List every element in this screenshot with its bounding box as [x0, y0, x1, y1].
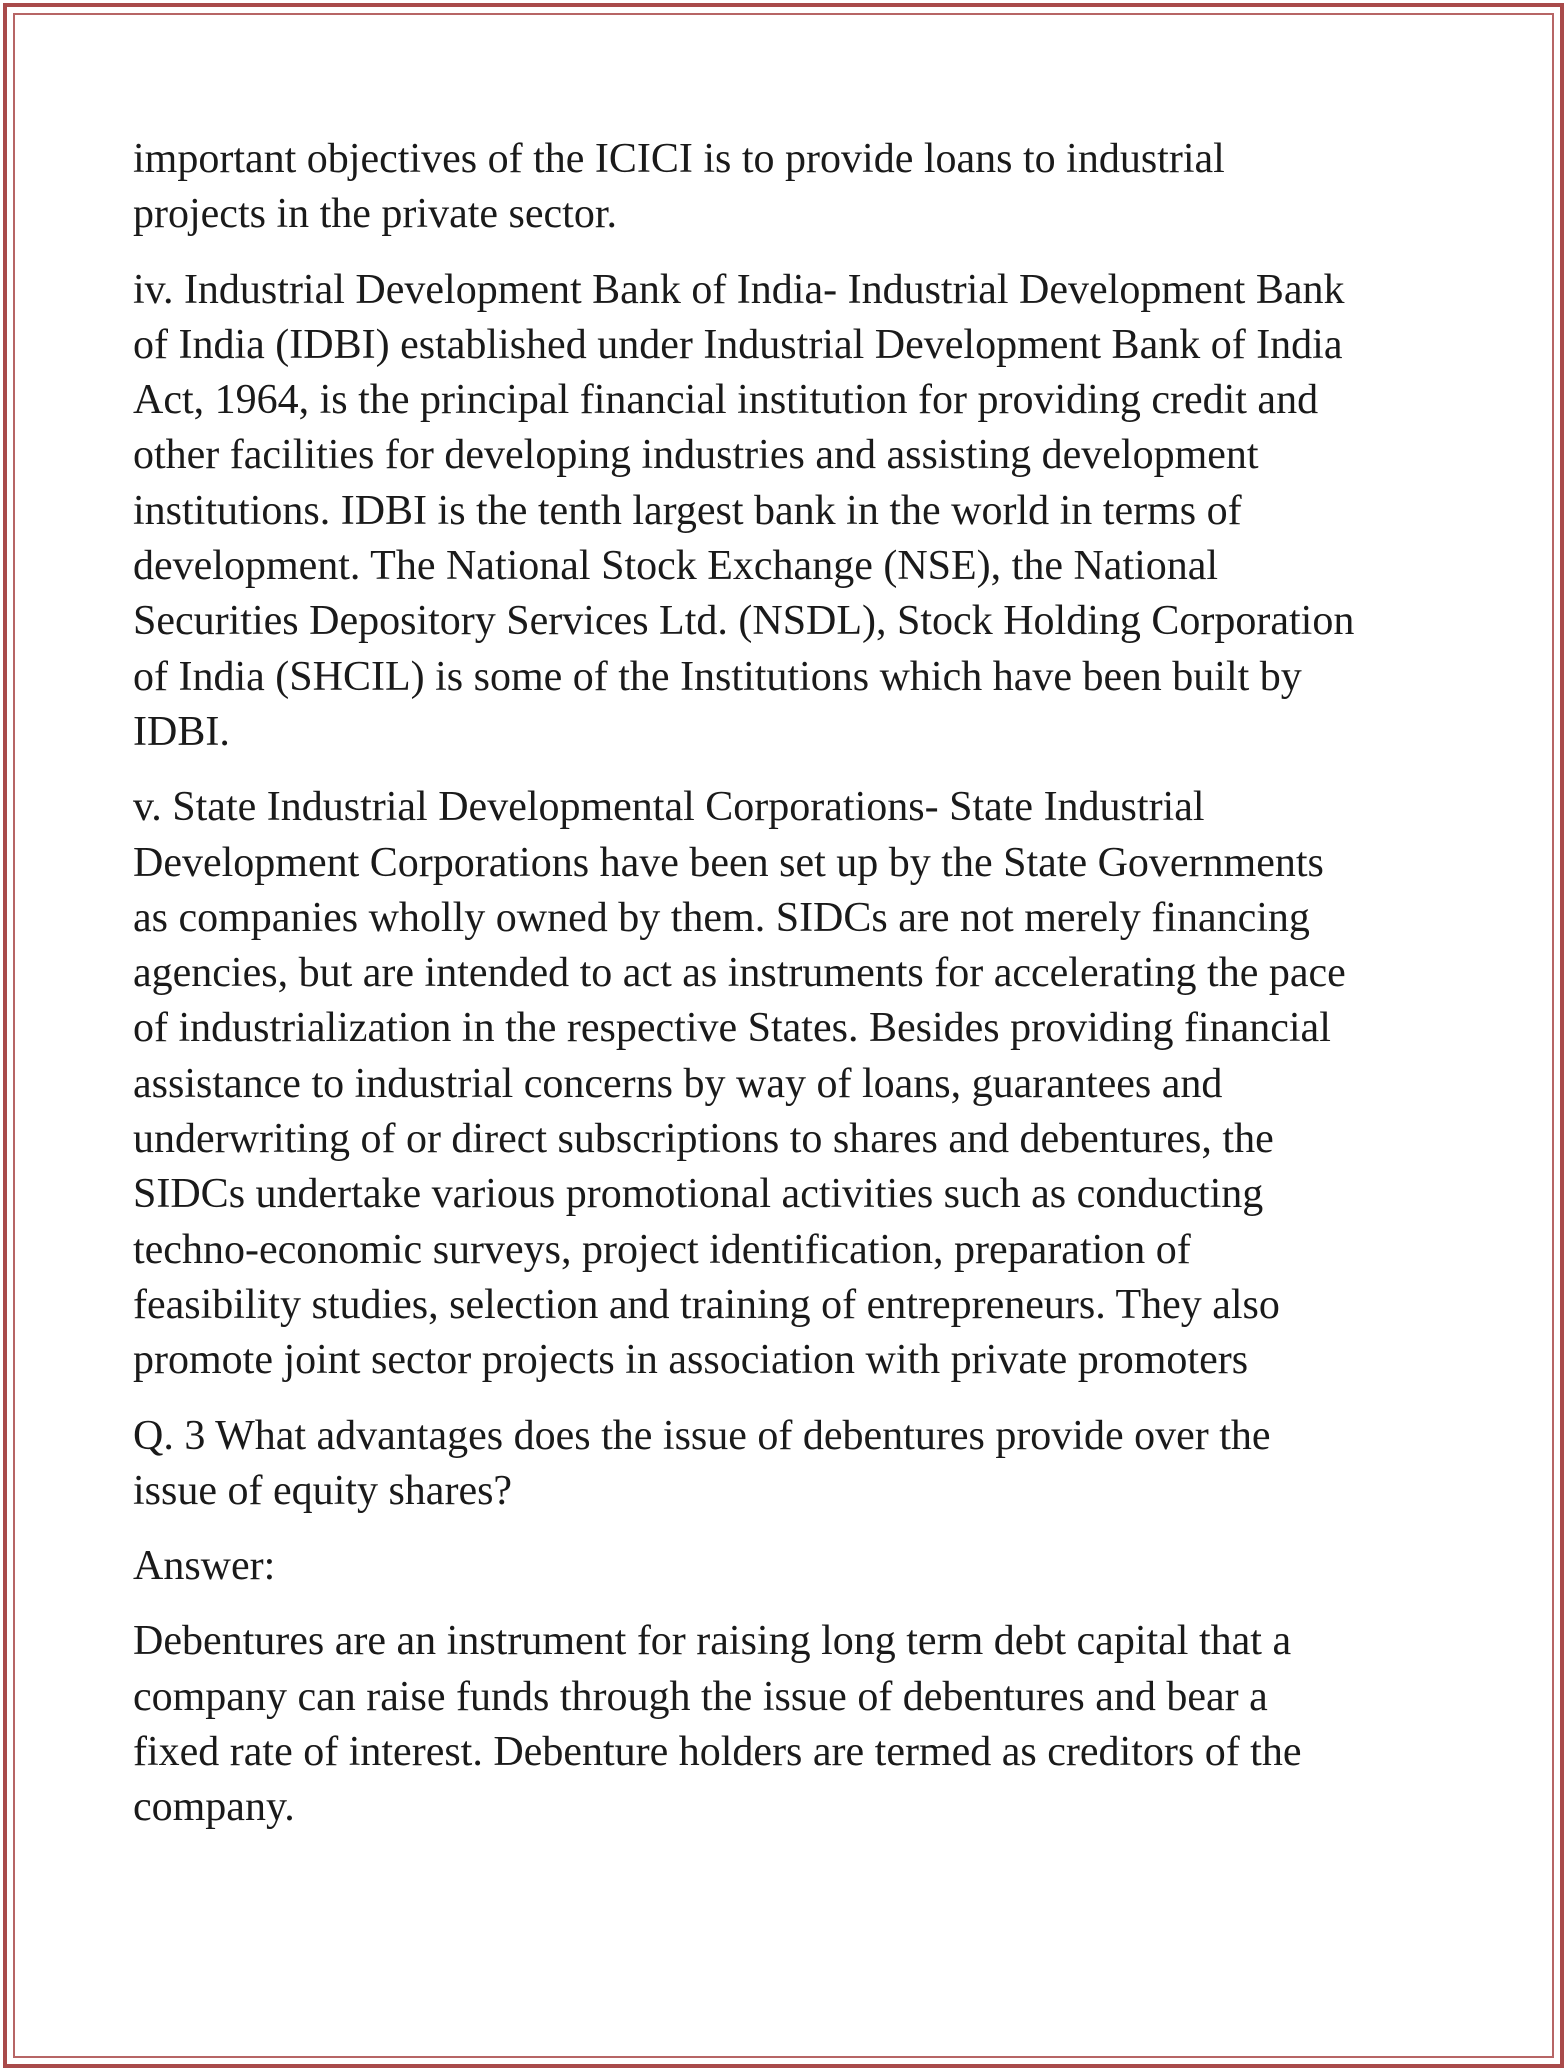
text-line: other facilities for developing industries and assisting development [133, 432, 1259, 479]
text-line: promote joint sector projects in association with private promoters [133, 1337, 1249, 1384]
text-line: Q. 3 What advantages does the issue of debentures provide over the [133, 1412, 1271, 1459]
question-3 [133, 1409, 1433, 1520]
text-line: agencies, but are intended to act as instruments for accelerating the pace [133, 950, 1346, 997]
text-line: SIDCs undertake various promotional activities such as conducting [133, 1171, 1264, 1218]
paragraph-idbi [133, 263, 1433, 761]
text-line: projects in the private sector. [133, 191, 618, 238]
text-line: institutions. IDBI is the tenth largest bank in the world in terms of [133, 487, 1242, 534]
text-line: feasibility studies, selection and training of entrepreneurs. They also [133, 1281, 1280, 1328]
text-line: Answer: [133, 1543, 276, 1590]
answer-label [133, 1539, 1433, 1594]
text-line: underwriting of or direct subscriptions to shares and debentures, the [133, 1116, 1274, 1163]
text-line: assistance to industrial concerns by way of loans, guarantees and [133, 1060, 1223, 1107]
text-line: of India (IDBI) established under Industrial Development Bank of India [133, 321, 1343, 368]
text-line: company. [133, 1784, 295, 1831]
paragraph-icici-continuation [133, 132, 1433, 243]
text-line: techno-economic surveys, project identification, preparation of [133, 1226, 1191, 1273]
text-line: v. State Industrial Developmental Corporations- State Industrial [133, 784, 1205, 831]
text-line: company can raise funds through the issue of debentures and bear a [133, 1673, 1268, 1720]
text-line: iv. Industrial Development Bank of India- Industrial Development Bank [133, 266, 1345, 313]
text-line: as companies wholly owned by them. SIDCs are not merely financing [133, 894, 1310, 941]
text-line: issue of equity shares? [133, 1467, 513, 1514]
document-body [133, 132, 1433, 1856]
text-line: Development Corporations have been set up by the State Governments [133, 839, 1324, 886]
text-line: fixed rate of interest. Debenture holders are termed as creditors of the [133, 1729, 1302, 1776]
text-line: of India (SHCIL) is some of the Institutions which have been built by [133, 653, 1302, 700]
text-line: of industrialization in the respective States. Besides providing financial [133, 1005, 1331, 1052]
text-line: development. The National Stock Exchange (NSE), the National [133, 543, 1219, 590]
text-line: important objectives of the ICICI is to provide loans to industrial [133, 136, 1225, 182]
text-line: IDBI. [133, 708, 230, 755]
text-line: Act, 1964, is the principal financial institution for providing credit and [133, 377, 1319, 424]
text-line: Securities Depository Services Ltd. (NSDL), Stock Holding Corporation [133, 598, 1355, 645]
answer-body [133, 1614, 1433, 1835]
text-line: Debentures are an instrument for raising long term debt capital that a [133, 1618, 1292, 1665]
paragraph-sidc [133, 780, 1433, 1388]
